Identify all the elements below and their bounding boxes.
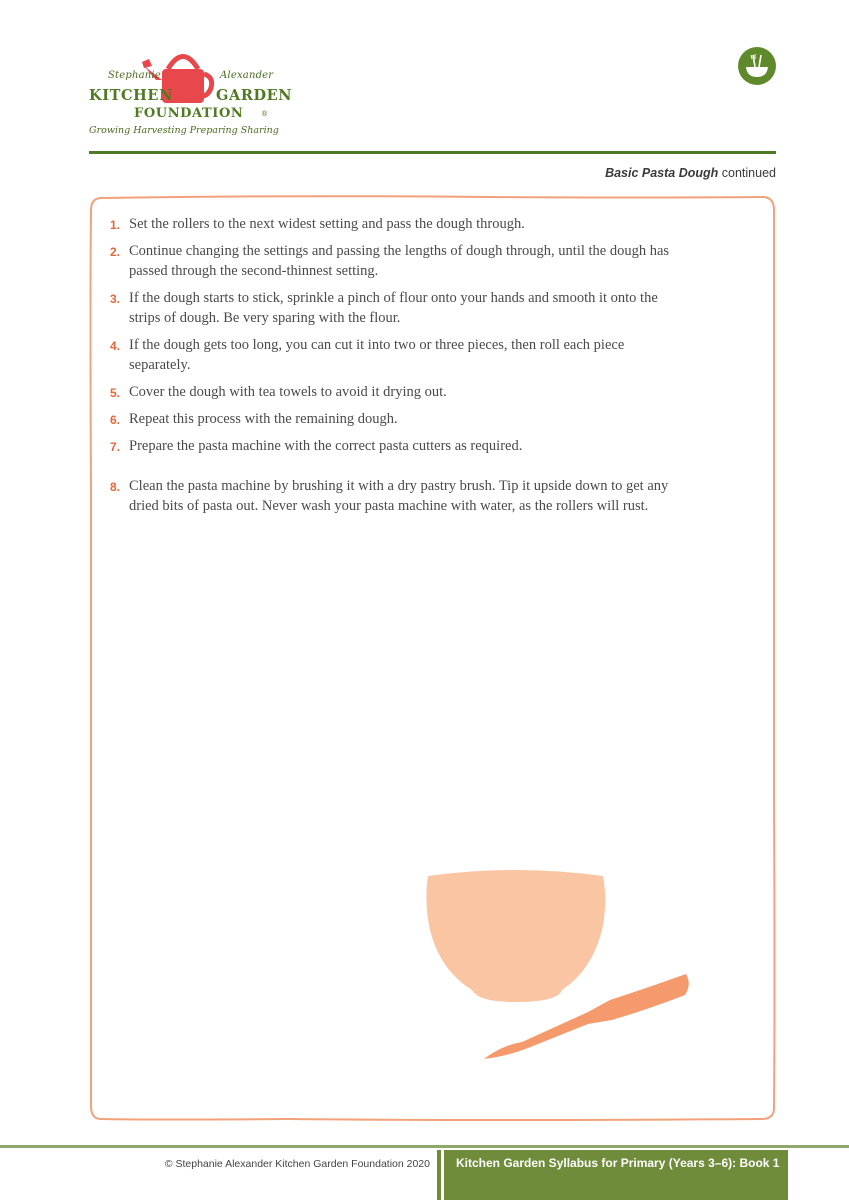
header-divider — [89, 151, 776, 154]
step-text: Repeat this process with the remaining dough. — [129, 411, 398, 427]
book-title: Kitchen Garden Syllabus for Primary (Years 3–6): Book 1 — [456, 1156, 780, 1170]
step-item — [110, 436, 670, 456]
logo-tagline: Growing Harvesting Preparing Sharing — [89, 125, 279, 136]
step-text: Clean the pasta machine by brushing it with a dry pastry brush. Tip it upside down to get any dried bits of pasta out. Never wash your pasta machine with water, as the rollers will rust. — [129, 478, 669, 514]
logo-first-name: Stephanie — [108, 70, 161, 81]
step-item — [110, 214, 670, 234]
step-number: 7. — [110, 440, 121, 454]
step-item — [110, 382, 670, 402]
recipe-title: Basic Pasta Dough — [605, 166, 719, 180]
logo-word-garden: GARDEN — [216, 87, 293, 104]
subtitle-suffix: continued — [721, 166, 776, 180]
step-text: Continue changing the settings and passing the lengths of dough through, until the dough has passed through the second-thinnest setting. — [129, 243, 670, 279]
step-number: 3. — [110, 292, 121, 306]
footer-divider — [0, 1145, 849, 1148]
bowl-with-cutlery-icon — [737, 46, 777, 86]
step-number: 5. — [110, 386, 121, 400]
step-text: If the dough gets too long, you can cut it into two or three pieces, then roll each piece separately. — [129, 337, 625, 373]
step-text: Cover the dough with tea towels to avoid it drying out. — [129, 384, 447, 400]
mixing-bowl-icon — [426, 870, 605, 1002]
step-text: Set the rollers to the next widest setting and pass the dough through. — [129, 216, 525, 232]
step-number: 4. — [110, 339, 121, 353]
bowl-and-brush-illustration — [420, 862, 700, 1072]
step-number: 1. — [110, 218, 121, 232]
logo-last-name: Alexander — [220, 70, 274, 81]
logo-word-kitchen: KITCHEN — [89, 87, 173, 104]
step-item — [110, 288, 670, 328]
footer-title-bar — [441, 1150, 788, 1200]
copyright-text: © Stephanie Alexander Kitchen Garden Foundation 2020 — [164, 1158, 430, 1170]
logo-word-foundation: FOUNDATION — [134, 106, 244, 121]
step-number: 2. — [110, 245, 121, 259]
page-subtitle — [605, 166, 776, 180]
step-item — [110, 335, 670, 375]
step-item — [110, 241, 670, 281]
step-text: Prepare the pasta machine with the correct pasta cutters as required. — [129, 438, 523, 454]
step-text: If the dough starts to stick, sprinkle a pinch of flour onto your hands and smooth it onto the strips of dough. Be very sparing with the flour. — [129, 290, 658, 326]
registered-mark: ® — [261, 110, 269, 118]
step-item — [110, 409, 670, 429]
steps-list — [110, 214, 670, 523]
foundation-logo — [86, 44, 298, 140]
step-number: 8. — [110, 480, 121, 494]
step-item — [110, 476, 670, 516]
step-number: 6. — [110, 413, 121, 427]
